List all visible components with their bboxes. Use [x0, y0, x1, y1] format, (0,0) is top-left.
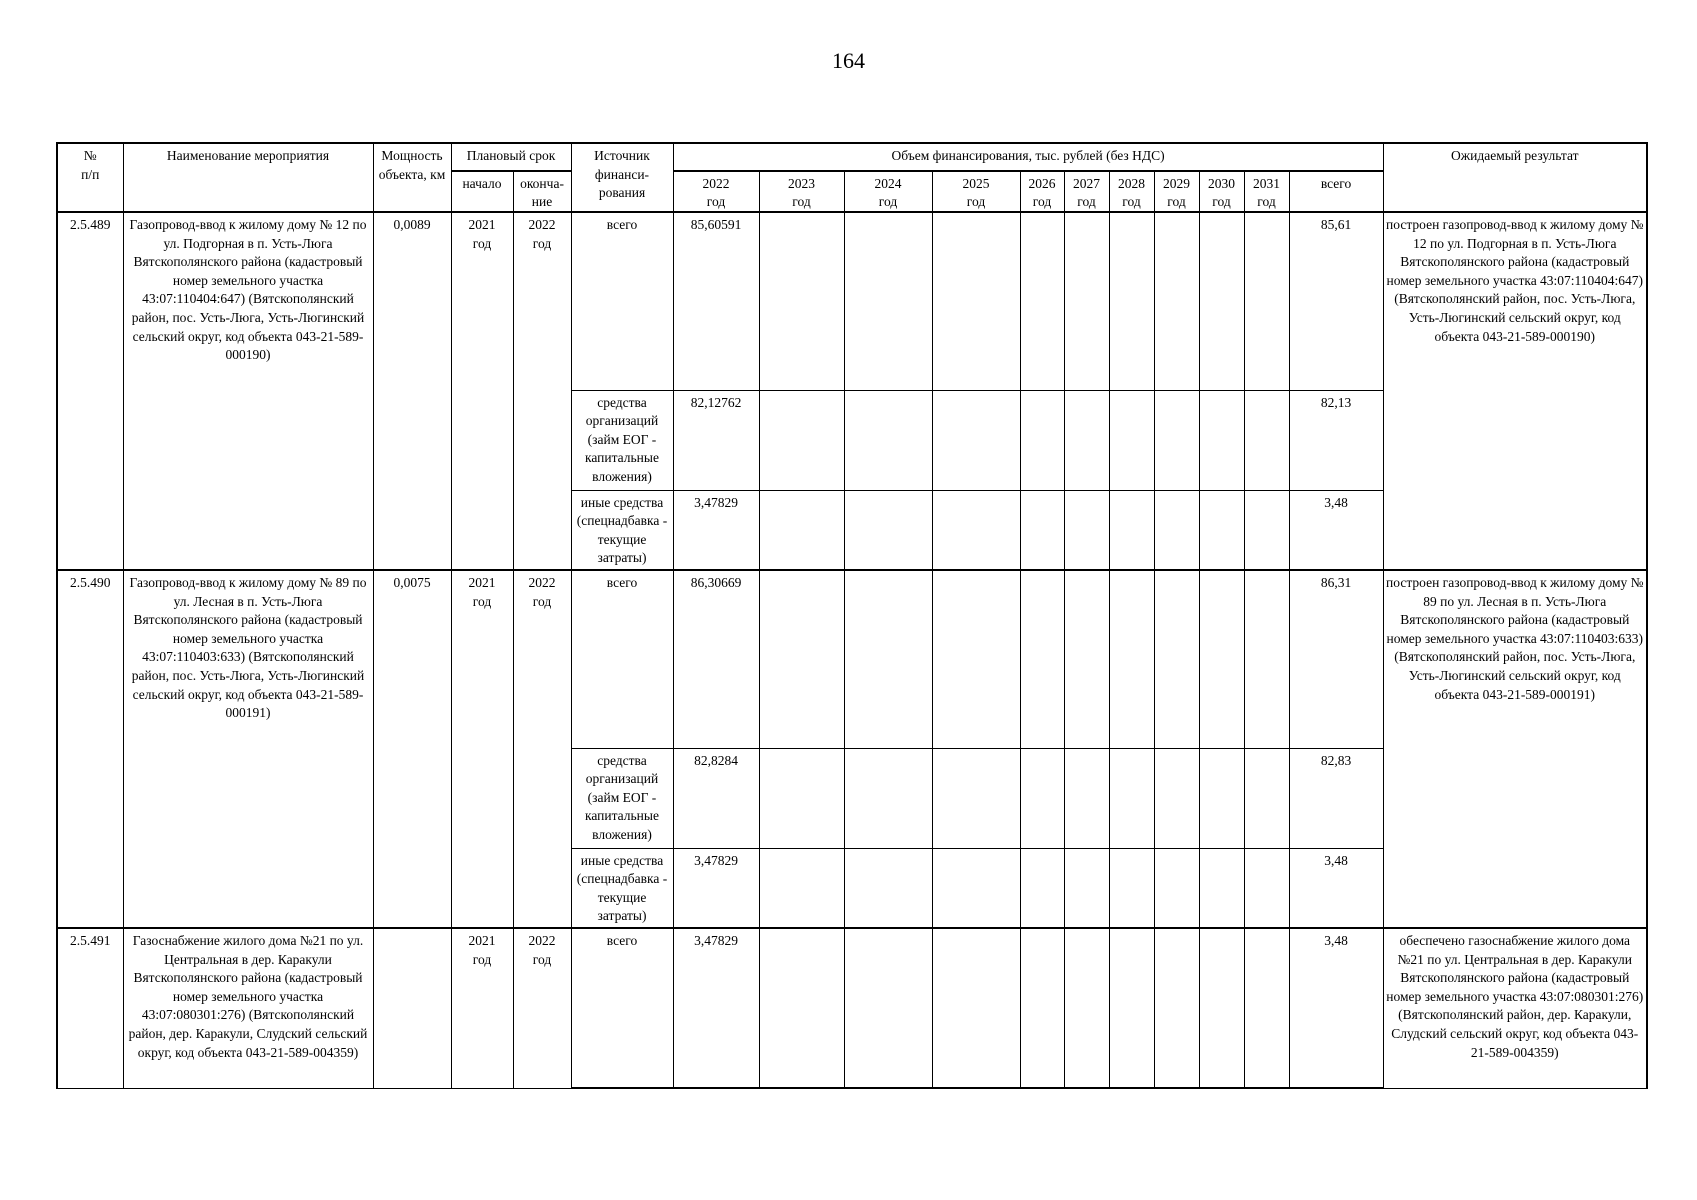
- row-value-2022: 82,8284: [673, 748, 759, 848]
- row-total: 82,13: [1289, 390, 1383, 490]
- financing-table: [56, 142, 1648, 1089]
- header-number: № п/п: [57, 143, 123, 212]
- row-source: всего: [571, 570, 673, 748]
- header-year-2031: 2031 год: [1244, 171, 1289, 212]
- row-total: 3,48: [1289, 848, 1383, 928]
- header-year-2024: 2024 год: [844, 171, 932, 212]
- header-capacity: Мощность объекта, км: [373, 143, 451, 212]
- row-value-2022: 85,60591: [673, 212, 759, 390]
- header-result: Ожидаемый результат: [1383, 143, 1647, 212]
- header-start: начало: [451, 171, 513, 212]
- header-end: оконча- ние: [513, 171, 571, 212]
- row-value-2022: 82,12762: [673, 390, 759, 490]
- row-number: 2.5.491: [57, 928, 123, 1088]
- header-total: всего: [1289, 171, 1383, 212]
- row-source: иные средства (спецнадбавка - текущие затраты): [571, 490, 673, 570]
- header-name: Наименование мероприятия: [123, 143, 373, 212]
- row-source: всего: [571, 212, 673, 390]
- row-value-2022: 3,47829: [673, 490, 759, 570]
- row-result: построен газопровод-ввод к жилому дому № 12 по ул. Подгорная в п. Усть-Люга Вятскополянского района (кадастровый номер земельного участка 43:07:110404:647) (Вятскополянский район, пос. Усть-Люга, Усть-Люгинский сельский округ, код объекта 043-21-589-000190): [1383, 212, 1647, 570]
- row-end: 2022 год: [513, 570, 571, 928]
- row-name: Газопровод-ввод к жилому дому № 12 по ул. Подгорная в п. Усть-Люга Вятскополянского района (кадастровый номер земельного участка 43:07:110404:647) (Вятскополянский район, пос. Усть-Люга, Усть-Люгинский сельский округ, код объекта 043-21-589-000190): [123, 212, 373, 570]
- row-result: построен газопровод-ввод к жилому дому № 89 по ул. Лесная в п. Усть-Люга Вятскополянского района (кадастровый номер земельного участка 43:07:110403:633) (Вятскополянский район, пос. Усть-Люга, Усть-Люгинский сельский округ, код объекта 043-21-589-000191): [1383, 570, 1647, 928]
- row-source: средства организаций (займ ЕОГ - капитальные вложения): [571, 748, 673, 848]
- header-year-2022: 2022 год: [673, 171, 759, 212]
- row-end: 2022 год: [513, 928, 571, 1088]
- header-planned-term: Плановый срок: [451, 143, 571, 171]
- header-year-2029: 2029 год: [1154, 171, 1199, 212]
- row-end: 2022 год: [513, 212, 571, 570]
- row-value-2022: 86,30669: [673, 570, 759, 748]
- row-source: средства организаций (займ ЕОГ - капитальные вложения): [571, 390, 673, 490]
- row-total: 85,61: [1289, 212, 1383, 390]
- header-year-2030: 2030 год: [1199, 171, 1244, 212]
- row-name: Газоснабжение жилого дома №21 по ул. Центральная в дер. Каракули Вятскополянского района (кадастровый номер земельного участка 43:07:080301:276) (Вятскополянский район, дер. Каракули, Слудский сельский округ, код объекта 043-21-589-004359): [123, 928, 373, 1088]
- row-number: 2.5.489: [57, 212, 123, 570]
- page-number: 164: [832, 48, 865, 73]
- row-start: 2021 год: [451, 928, 513, 1088]
- header-source: Источник финанси- рования: [571, 143, 673, 212]
- header-year-2025: 2025 год: [932, 171, 1020, 212]
- table-row: [57, 928, 1647, 1088]
- row-capacity: 0,0075: [373, 570, 451, 928]
- header-year-2027: 2027 год: [1064, 171, 1109, 212]
- row-source: иные средства (спецнадбавка - текущие затраты): [571, 848, 673, 928]
- header-year-2026: 2026 год: [1020, 171, 1064, 212]
- row-capacity: [373, 928, 451, 1088]
- row-result: обеспечено газоснабжение жилого дома №21 по ул. Центральная в дер. Каракули Вятскополянского района (кадастровый номер земельного участка 43:07:080301:276) (Вятскополянский район, дер. Каракули, Слудский сельский округ, код объекта 043-21-589-004359): [1383, 928, 1647, 1088]
- table-row: [57, 570, 1647, 748]
- row-start: 2021 год: [451, 212, 513, 570]
- row-start: 2021 год: [451, 570, 513, 928]
- row-number: 2.5.490: [57, 570, 123, 928]
- row-total: 82,83: [1289, 748, 1383, 848]
- row-total: 3,48: [1289, 928, 1383, 1088]
- row-total: 3,48: [1289, 490, 1383, 570]
- row-capacity: 0,0089: [373, 212, 451, 570]
- header-year-2028: 2028 год: [1109, 171, 1154, 212]
- header-funding-volume: Объем финансирования, тыс. рублей (без НДС): [673, 143, 1383, 171]
- row-value-2022: 3,47829: [673, 848, 759, 928]
- header-year-2023: 2023 год: [759, 171, 844, 212]
- row-source: всего: [571, 928, 673, 1088]
- row-name: Газопровод-ввод к жилому дому № 89 по ул. Лесная в п. Усть-Люга Вятскополянского района (кадастровый номер земельного участка 43:07:110403:633) (Вятскополянский район, пос. Усть-Люга, Усть-Люгинский сельский округ, код объекта 043-21-589-000191): [123, 570, 373, 928]
- row-total: 86,31: [1289, 570, 1383, 748]
- row-value-2022: 3,47829: [673, 928, 759, 1088]
- table-row: [57, 212, 1647, 390]
